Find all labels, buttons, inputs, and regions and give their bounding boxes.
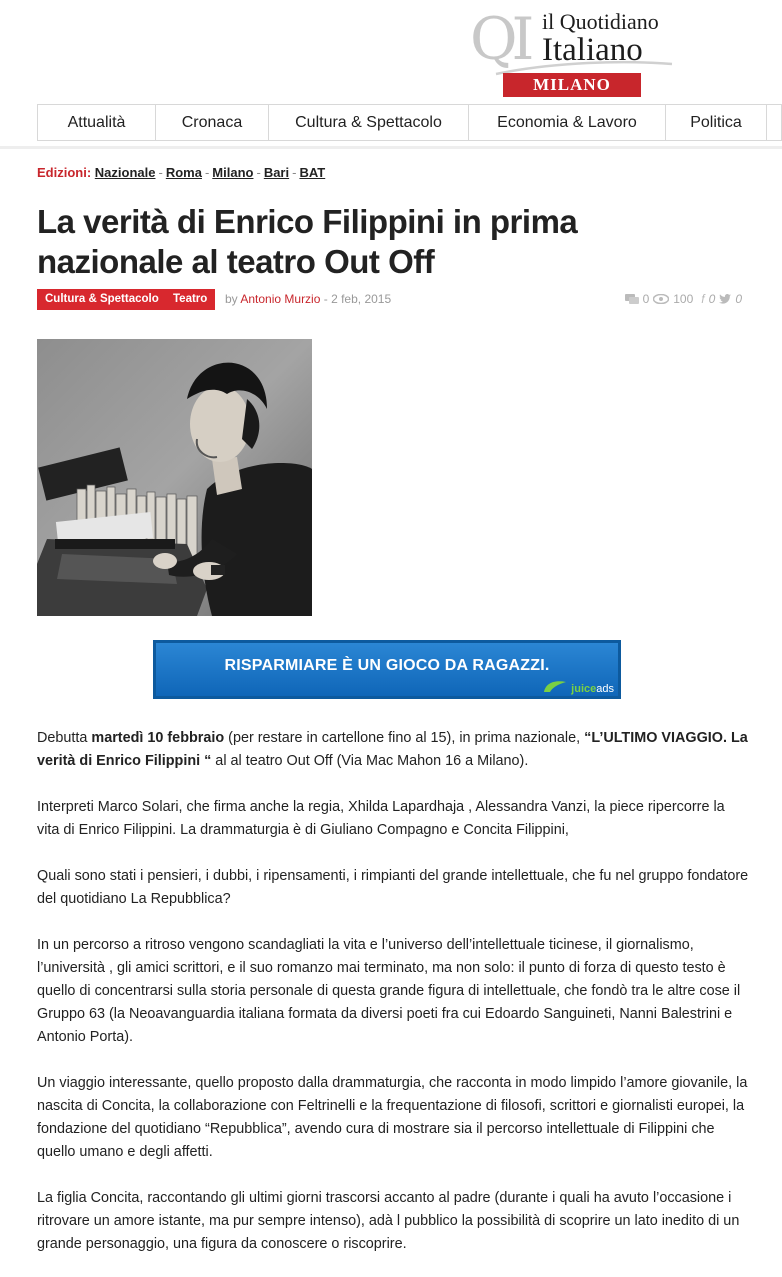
twitter-icon[interactable] [719,294,731,304]
ad-brand [542,680,614,695]
article-title: La verità di Enrico Filippini in prima nazionale al teatro Out Off [37,203,578,280]
nav-item-economia-lavoro[interactable]: Economia & Lavoro [469,105,666,140]
edition-link-bat[interactable]: BAT [299,165,326,180]
site-logo[interactable] [470,4,682,96]
paragraph-1: Debutta martedì 10 febbraio (per restare in cartellone fino al 15), in prima nazionale, “L’ULTIMO VIAGGIO. La verità di Enrico Filippini “ al al teatro Out Off (Via Mac Mahon 16 a Milano). [37,730,748,769]
facebook-icon[interactable]: f [701,292,705,306]
paragraph-3: Quali sono stati i pensieri, i dubbi, i ripensamenti, i rimpianti del grande intellettuale, che fu nel gruppo fondatore del quotidiano La Repubblica? [37,868,749,907]
logo-edition-badge: MILANO [503,73,641,97]
article-stats [625,292,742,306]
comments-icon[interactable] [625,294,639,305]
ad-brand-b: ads [596,683,614,695]
ad-brand-leaf-icon [542,680,568,692]
photo-typewriter-man-icon [37,339,312,616]
by-prefix: by [225,292,238,306]
edition-link-bari[interactable]: Bari [263,165,290,180]
tag-cultura-spettacolo[interactable]: Cultura & Spettacolo [37,289,167,310]
main-nav [37,104,782,141]
nav-item-cultura-spettacolo[interactable]: Cultura & Spettacolo [269,105,469,140]
logo-line-1: il Quotidiano [542,9,659,34]
article-body [37,727,749,1277]
facebook-share-count: 0 [708,292,716,306]
paragraph-4: In un percorso a ritroso vengono scandagliati la vita e l’universo dell’intellettuale ticinese, il giornalismo, l’università , gli amici scrittori, e il suo romanzo mai terminato, ma non solo: il punto di forza di questo testo è quello di concentrarsi sulla storia personale di questa grande figura di intellettuale, che fondò tra le altre cose il Gruppo 63 (la Neoavanguardia italiana formata da diversi poeti fra cui Edoardo Sanguineti, Nanni Balestrini e Antonio Porta). [37,937,741,1045]
logo-line-2: Italiano [542,32,643,68]
views-eye-icon [653,294,669,304]
tag-teatro[interactable]: Teatro [165,289,215,310]
views-count: 100 [673,292,694,306]
logo-mark: QI [470,5,529,73]
nav-item-attualita[interactable]: Attualità [38,105,156,140]
editions-label: Edizioni: [37,165,92,180]
ad-text: RISPARMIARE È UN GIOCO DA RAGAZZI. [224,657,550,674]
byline [225,292,391,306]
edition-link-milano[interactable]: Milano [212,165,254,180]
paragraph-5: Un viaggio interessante, quello proposto dalla drammaturgia, che racconta in modo limpido l’amore giovanile, la nascita di Concita, la collaborazione con Feltrinelli e la frequentazione di filosofi, scrittori e giornalisti europei, la fondazione del quotidiano “Repubblica”, avendo cura di mostrare sia il percorso intellettuale di Filippini che quello umano e degli affetti. [37,1075,748,1160]
paragraph-2: Interpreti Marco Solari, che firma anche la regia, Xhilda Lapardhaja , Alessandra Vanzi, la piece ripercorre la vita di Enrico Filippini. La drammaturgia è di Giuliano Compagno e Concita Filippini, [37,799,725,838]
nav-item-politica[interactable]: Politica [666,105,767,140]
author-link[interactable]: Antonio Murzio [240,292,321,306]
twitter-share-count: 0 [735,292,742,306]
nav-item-cronaca[interactable]: Cronaca [156,105,269,140]
article-meta [37,289,742,310]
paragraph-6: La figlia Concita, raccontando gli ultimi giorni trascorsi accanto al padre (durante i quali ha avuto l’occasione i ritrovare un amore istante, ma pur sempre intenso), adà l pubblico la possibilità di scoprire un lato inedito di un grande personaggio, una figura da conoscere o riscoprire. [37,1190,740,1252]
comments-count: 0 [642,292,650,306]
editions-bar: Edizioni: Nazionale - Roma - Milano - Bari - BAT [37,165,326,180]
ad-brand-a: juice [571,683,597,695]
ad-banner[interactable] [153,640,621,699]
edition-link-nazionale[interactable]: Nazionale [94,165,156,180]
article-photo [37,339,312,616]
nav-divider [0,146,782,149]
edition-link-roma[interactable]: Roma [165,165,202,180]
publish-date: - 2 feb, 2015 [323,292,392,306]
